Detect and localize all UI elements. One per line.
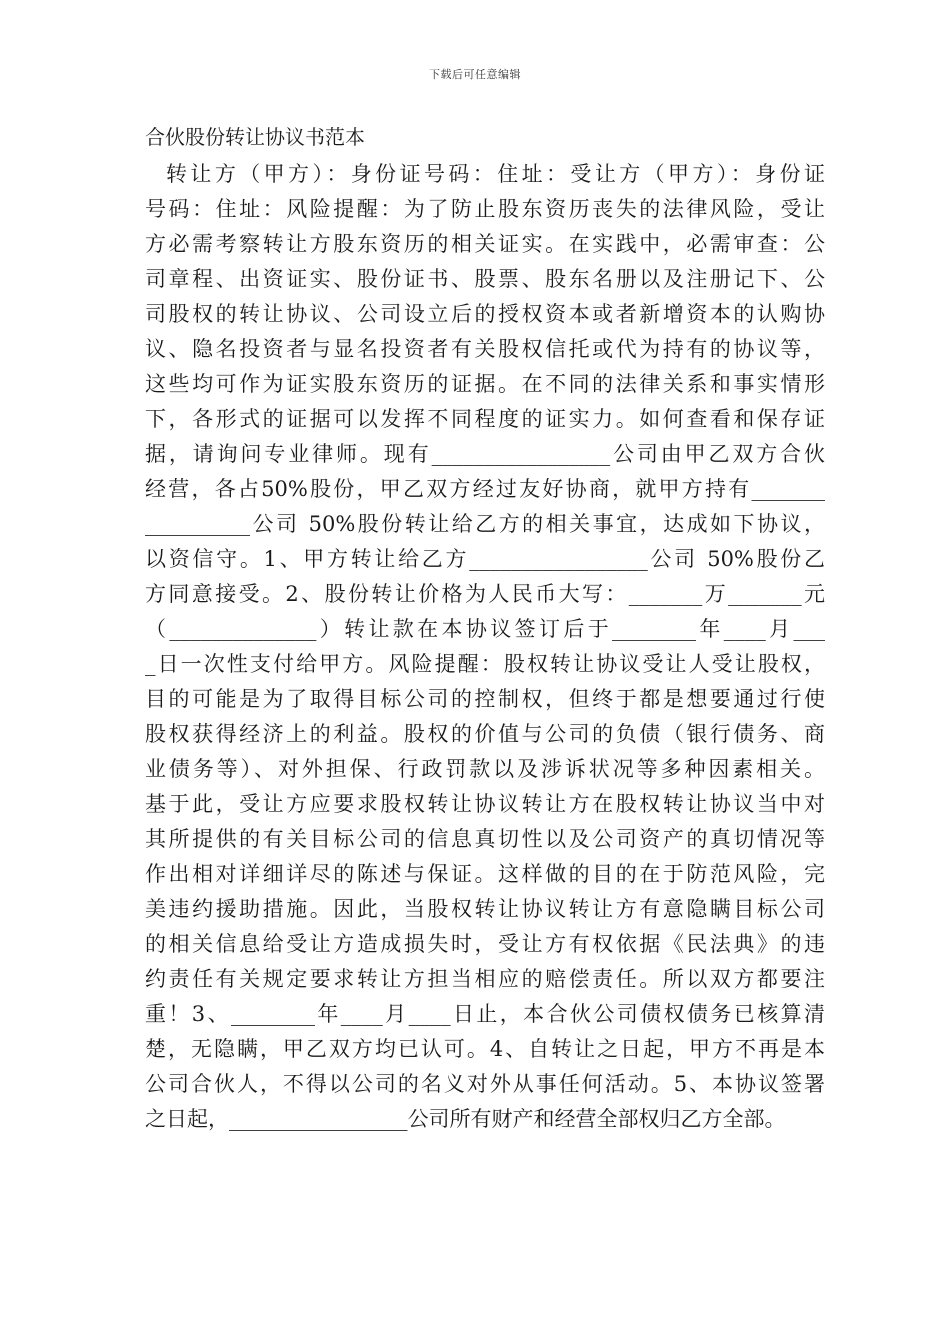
body-line: 的相关信息给受让方造成损失时，受让方有权依据《民法典》的违: [145, 932, 825, 956]
document-body: [145, 157, 825, 1137]
body-line: 号码：住址：风险提醒：为了防止股东资历丧失的法律风险，受让: [145, 197, 825, 221]
body-line: 之日起，_________________公司所有财产和经营全部权归乙方全部。: [145, 1107, 786, 1131]
body-line: 公司合伙人，不得以公司的名义对外从事任何活动。5、本协议签署: [145, 1072, 825, 1096]
document-title: 合伙股份转让协议书范本: [145, 125, 365, 149]
body-line: 议、隐名投资者与显名投资者有关股权信托或代为持有的协议等，: [145, 337, 825, 361]
body-line: （______________）转让款在本协议签订后于________年____月___: [145, 617, 825, 641]
body-line: 司章程、出资证实、股份证书、股票、股东名册以及注册记下、公: [145, 267, 825, 291]
body-line: 业债务等）、对外担保、行政罚款以及涉诉状况等多种因素相关。: [145, 757, 825, 781]
page-header: 下载后可任意编辑: [429, 68, 521, 81]
body-line: _日一次性支付给甲方。风险提醒：股权转让协议受让人受让股权，: [145, 652, 825, 676]
body-line: 方必需考察转让方股东资历的相关证实。在实践中，必需审查：公: [145, 232, 825, 256]
body-line: 重！3、________年____月____日止，本合伙公司债权债务已核算清: [145, 1002, 825, 1026]
body-line: 转让方（甲方）：身份证号码：住址：受让方（甲方）：身份证: [166, 162, 825, 186]
body-line: 作出相对详细详尽的陈述与保证。这样做的目的在于防范风险，完: [145, 862, 825, 886]
body-line: 股权获得经济上的利益。股权的价值与公司的负债（银行债务、商: [145, 722, 825, 746]
body-line: 约责任有关规定要求转让方担当相应的赔偿责任。所以双方都要注: [145, 967, 825, 991]
body-line: 据，请询问专业律师。现有_________________公司由甲乙双方合伙: [145, 442, 825, 466]
body-line: 美违约援助措施。因此，当股权转让协议转让方有意隐瞒目标公司: [145, 897, 825, 921]
body-line: 其所提供的有关目标公司的信息真切性以及公司资产的真切情况等: [145, 827, 825, 851]
body-line: 以资信守。1、甲方转让给乙方_________________公司 50%股份乙: [145, 547, 825, 571]
body-line: __________公司 50%股份转让给乙方的相关事宜，达成如下协议，: [145, 512, 825, 536]
body-line: 司股权的转让协议、公司设立后的授权资本或者新增资本的认购协: [145, 302, 825, 326]
body-line: 楚，无隐瞒，甲乙双方均已认可。4、自转让之日起，甲方不再是本: [145, 1037, 825, 1061]
body-line: 目的可能是为了取得目标公司的控制权，但终于都是想要通过行使: [145, 687, 825, 711]
body-line: 经营，各占50%股份，甲乙双方经过友好协商，就甲方持有_______: [145, 477, 825, 501]
body-line: 下，各形式的证据可以发挥不同程度的证实力。如何查看和保存证: [145, 407, 825, 431]
body-line: 基于此，受让方应要求股权转让协议转让方在股权转让协议当中对: [145, 792, 825, 816]
body-line: 这些均可作为证实股东资历的证据。在不同的法律关系和事实情形: [145, 372, 825, 396]
body-line: 方同意接受。2、股份转让价格为人民币大写：_______万_______元: [145, 582, 825, 606]
